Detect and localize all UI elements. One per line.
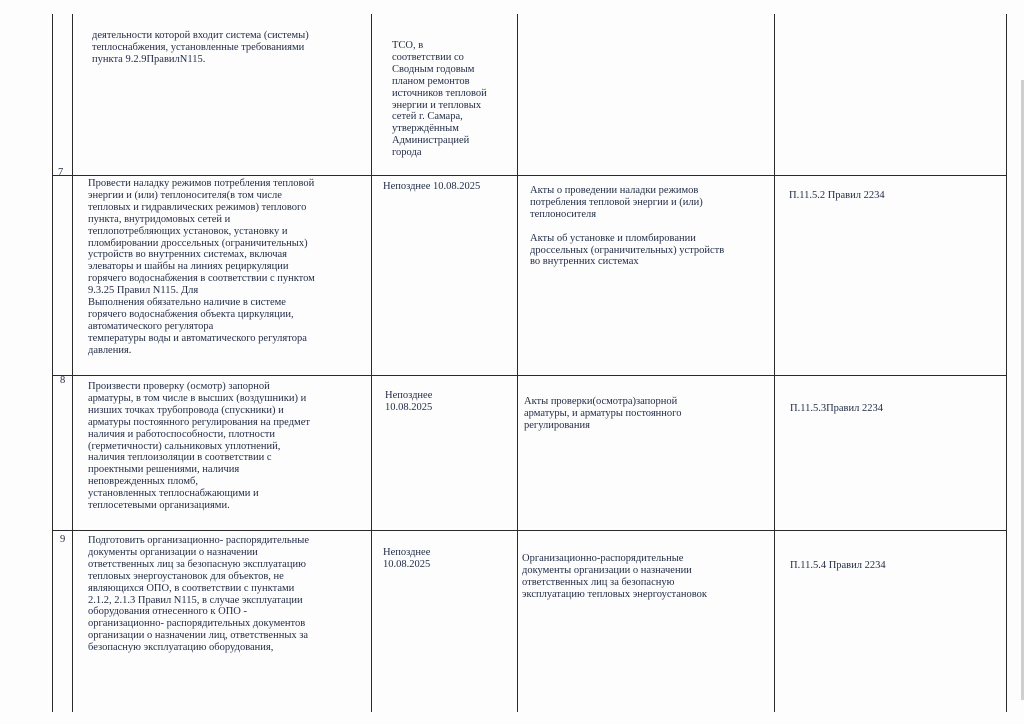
table-row-0-deadline: ТСО, в соответствии со Сводным годовым планом ремонтов источников тепловой энергии и тепловых сетей г. Самара, утверждённым Администрацией города [392, 40, 487, 159]
table-row-8-basis: П.11.5.3Правил 2234 [790, 403, 884, 414]
table-row-8-documents: Акты проверки(осмотра)запорной арматуры, и арматуры постоянного регулирования [524, 396, 682, 431]
table-border-right [1006, 14, 1007, 712]
row-separator-3 [52, 530, 1007, 531]
row-separator-1 [52, 175, 1007, 176]
table-divider-num [72, 14, 73, 712]
table-row-0-action: деятельности которой входит система (системы) теплоснабжения, установленные требованиями пункта 9.2.9ПравилN115. [92, 30, 309, 65]
table-border-left [52, 14, 53, 712]
table-row-7-documents: Акты о проведении наладки режимов потребления тепловой энергии и (или) теплоносителя Акты об установке и пломбировании дроссельных (ограничительных) устройств во внутренних системах [530, 185, 725, 268]
table-row-9-documents: Организационно-распорядительные документы организации о назначении ответственных лиц за безопасную эксплуатацию тепловых энергоустановок [522, 553, 708, 600]
table-row-9-deadline: Непозднее 10.08.2025 [383, 547, 431, 570]
table-row-9-action: Подготовить организационно- распорядительные документы организации о назначении ответственных лиц за безопасную эксплуатацию тепловых энергоустановок для объектов, не являющихся ОПО, в соответствии с пунктами 2.1.2, 2.1.3 Правил N115, в случае эксплуатации оборудования отнесенного к ОПО - организационно- распорядительных документов организации о назначении лиц, ответственных за безопасную эксплуатацию оборудования, [88, 535, 310, 654]
table-row-9-number: 9 [60, 534, 66, 545]
table-row-8-action: Произвести проверку (осмотр) запорной арматуры, в том числе в высших (воздушники) и низших точках трубопровода (спускники) и арматуры постоянного регулирования на предмет наличия и работоспособности, плотности (герметичности) сальниковых уплотнений, наличия теплоизоляции в соответствии с проектными решениями, наличия неповрежденных пломб, установленных теплоснабжающими и теплосетевыми организациями. [88, 381, 310, 512]
table-row-8-deadline: Непозднее 10.08.2025 [385, 390, 433, 413]
table-row-7-action: Провести наладку режимов потребления тепловой энергии и (или) теплоносителя(в том числе тепловых и гидравлических режимов) теплового пункта, внутридомовых сетей и теплопотребляющих установок, установку и пломбировании дроссельных (ограничительных) устройств во внутренних системах, включая элеваторы и шайбы на линиях рециркуляции горячего водоснабжения в соответствии с пунктом 9.3.25 Правил N115. Для Выполнения обязательно наличие в системе горячего водоснабжения объекта циркуляции, автоматического регулятора температуры воды и автоматического регулятора давления. [88, 178, 315, 356]
table-row-8-number: 8 [60, 375, 66, 386]
table-row-7-basis: П.11.5.2 Правил 2234 [789, 190, 885, 201]
table-divider-action [371, 14, 372, 712]
table-divider-documents [774, 14, 775, 712]
table-row-9-basis: П.11.5.4 Правил 2234 [790, 560, 886, 571]
row-separator-2 [52, 375, 1007, 376]
table-divider-deadline [517, 14, 518, 712]
table-row-7-deadline: Непозднее 10.08.2025 [383, 181, 481, 192]
table-row-7-number: 7 [58, 167, 64, 178]
